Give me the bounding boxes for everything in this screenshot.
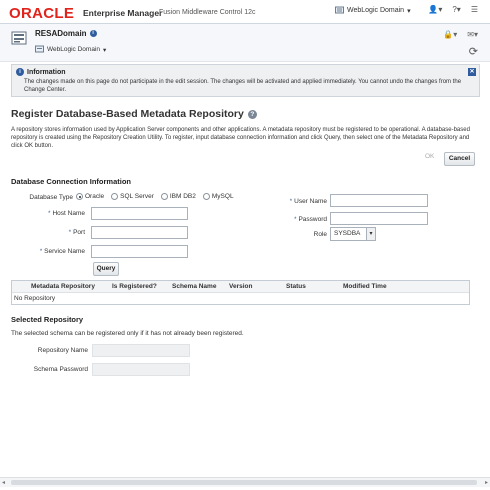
domain-menu-label: WebLogic Domain [47, 46, 100, 53]
top-toolbar [428, 5, 478, 14]
port-label [11, 229, 85, 236]
domain-actions [443, 30, 478, 39]
role-label: Role [313, 231, 327, 238]
info-title: Information [27, 68, 66, 76]
radio-label: MySQL [211, 193, 234, 200]
radio-label: IBM DB2 [169, 193, 196, 200]
column-header[interactable]: Modified Time [343, 283, 387, 290]
page-description: A repository stores information used by Application Server components and other applications. A metadata repository must be registered to be operational. A database-based repository is created using the Repository Creation Utility. To register, input database connection information and click Query, then select one of the Metadata Repository and click OK button. [11, 127, 470, 149]
radio-mysql[interactable] [203, 193, 234, 200]
chevron-down-icon: ▾ [407, 7, 411, 15]
required-icon: * [294, 217, 297, 223]
column-header[interactable]: Status [286, 283, 306, 290]
host-name-field[interactable] [91, 207, 188, 220]
table-header [12, 281, 469, 293]
radio-oracle[interactable] [76, 193, 104, 200]
horizontal-scrollbar[interactable] [0, 477, 490, 487]
service-name-field[interactable] [91, 245, 188, 258]
radio-button[interactable] [203, 193, 210, 200]
service-name-label [11, 248, 85, 255]
column-header[interactable]: Version [229, 283, 253, 290]
page-title [11, 108, 257, 120]
repository-name-value [92, 344, 190, 357]
user-name-field[interactable] [330, 194, 428, 207]
help-icon[interactable]: ? [248, 110, 257, 119]
page-title-text: Register Database-Based Metadata Repository [11, 108, 244, 120]
password-label [255, 216, 327, 223]
weblogic-icon [35, 45, 44, 54]
role-select-value: SYSDBA [334, 230, 361, 237]
target-menu-icon[interactable]: ✉▾ [467, 30, 478, 39]
domain-menu[interactable] [35, 45, 106, 54]
schema-password-value [92, 363, 190, 376]
lock-icon[interactable]: 🔒▾ [443, 30, 458, 39]
db-type-radio-group [76, 193, 238, 200]
required-icon: * [48, 211, 51, 217]
info-icon: i [16, 68, 24, 76]
selected-repository-description: The selected schema can be registered only if it has not already been registered. [11, 330, 244, 337]
chevron-down-icon[interactable]: ▾ [366, 228, 375, 240]
close-icon[interactable]: ✕ [469, 69, 475, 75]
info-message-box [11, 64, 480, 97]
chevron-down-icon: ▾ [103, 46, 107, 54]
host-name-label [11, 210, 85, 217]
domain-tree-icon [11, 30, 27, 46]
product-subtitle: Fusion Middleware Control 12c [159, 9, 256, 16]
help-menu-icon[interactable]: ?▾ [452, 5, 461, 14]
required-icon: * [289, 199, 293, 205]
port-label-text: Port [73, 229, 85, 236]
domain-icon [335, 6, 344, 15]
radio-sql-server[interactable] [111, 193, 154, 200]
oracle-logo: ORACLE [9, 5, 75, 22]
radio-button[interactable] [111, 193, 118, 200]
product-name: Enterprise Manager [83, 8, 163, 18]
repository-table [11, 280, 470, 305]
info-icon[interactable]: i [90, 30, 97, 37]
query-button[interactable]: Query [93, 262, 119, 276]
schema-password-label: Schema Password [33, 366, 88, 373]
password-field[interactable] [330, 212, 428, 225]
column-header[interactable]: Metadata Repository [31, 283, 95, 290]
user-name-label-text: User Name [294, 198, 327, 205]
ok-button[interactable]: OK [425, 153, 435, 160]
radio-button[interactable] [76, 193, 83, 200]
user-name-label [255, 198, 327, 205]
top-domain-menu[interactable] [335, 6, 411, 15]
required-icon: * [39, 249, 43, 255]
connection-heading: Database Connection Information [11, 177, 132, 186]
user-icon[interactable]: 👤▾ [428, 5, 443, 14]
radio-label: SQL Server [120, 193, 154, 200]
service-name-label-text: Service Name [44, 248, 85, 255]
info-text: The changes made on this page do not participate in the edit session. The changes will be activated and applied immediately. You cannot undo the changes from the Change Center. [24, 79, 462, 93]
menu-icon[interactable]: ☰ [470, 5, 478, 14]
selected-repository-heading: Selected Repository [11, 315, 84, 324]
domain-header [0, 24, 490, 62]
cancel-button[interactable]: Cancel [444, 152, 475, 166]
radio-button[interactable] [161, 193, 168, 200]
repository-name-label: Repository Name [37, 347, 88, 354]
top-banner [0, 0, 490, 24]
refresh-icon[interactable]: ⟳ [468, 46, 478, 58]
column-header[interactable]: Schema Name [172, 283, 217, 290]
host-name-label-text: Host Name [52, 210, 85, 217]
scroll-right-icon[interactable]: ▸ [484, 480, 488, 486]
scroll-left-icon[interactable]: ◂ [2, 480, 6, 486]
radio-label: Oracle [85, 193, 105, 200]
radio-ibm-db2[interactable] [161, 193, 196, 200]
scrollbar-thumb[interactable] [11, 480, 477, 485]
table-empty-text: No Repository [14, 295, 56, 302]
required-icon: * [68, 230, 72, 236]
db-type-label: Database Type [29, 194, 73, 201]
domain-name: RESADomain [35, 29, 87, 38]
top-domain-label: WebLogic Domain [347, 7, 405, 14]
info-heading [16, 68, 66, 76]
password-label-text: Password [298, 216, 327, 223]
role-select[interactable] [330, 227, 376, 241]
domain-title [35, 29, 97, 38]
column-header[interactable]: Is Registered? [112, 283, 157, 290]
port-field[interactable] [91, 226, 188, 239]
